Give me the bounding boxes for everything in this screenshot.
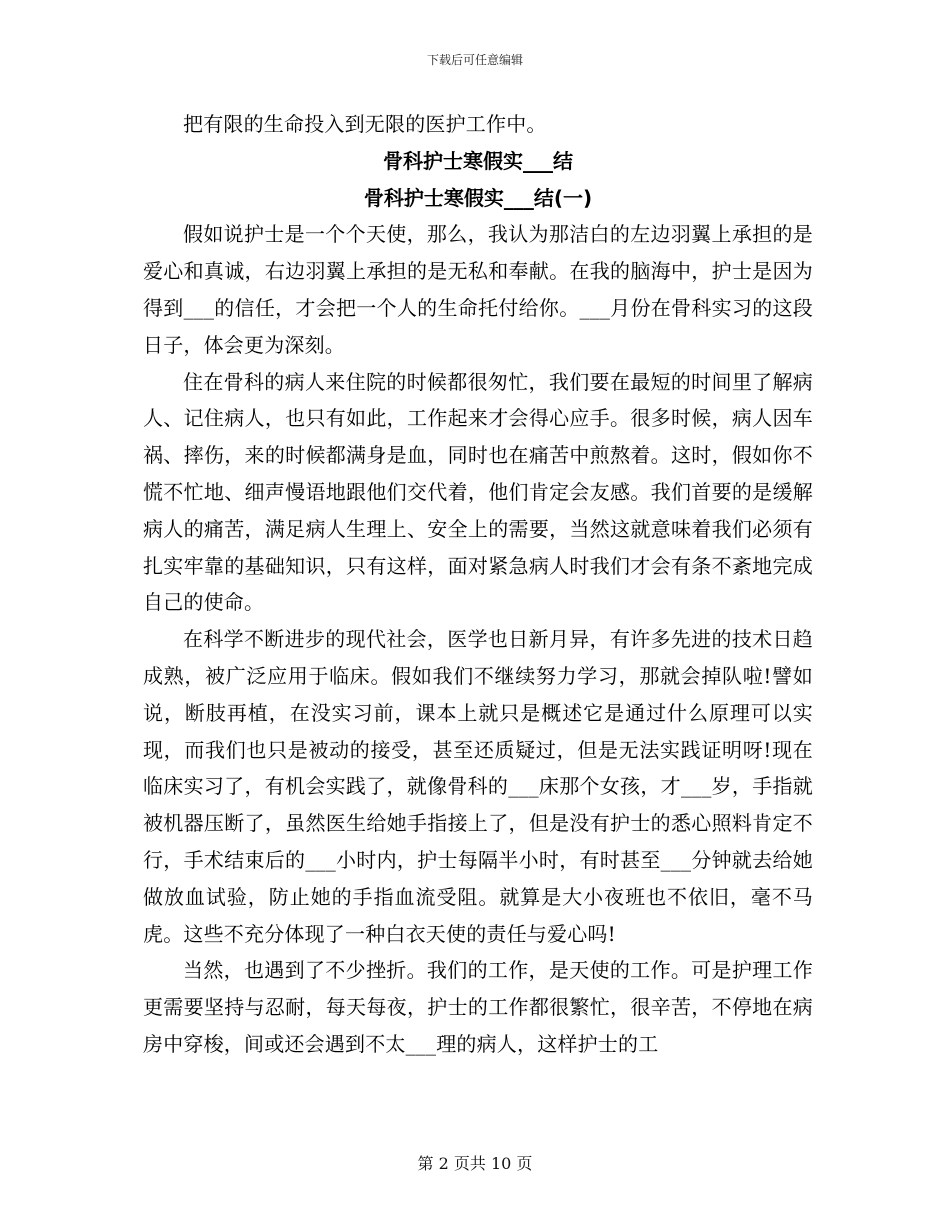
document-subtitle: 骨科护士寒假实___结(一) [363,185,593,210]
body-paragraph: 住在骨科的病人来住院的时候都很匆忙，我们要在最短的时间里了解病人、记住病人，也只有如此，工作起来才会得心应手。很多时候，病人因车祸、摔伤，来的时候都满身是血，同时也在痛苦中煎熬着。这时，假如你不慌不忙地、细声慢语地跟他们交代着，他们肯定会友感。我们首要的是缓解病人的痛苦，满足病人生理上、安全上的需要，当然这就意味着我们必须有扎实牢靠的基础知识，只有这样，面对紧急病人时我们才会有条不紊地完成自己的使命。 [143,369,813,615]
document-title: 骨科护士寒假实___结 [383,148,573,173]
page-header: 下载后可任意编辑 [426,53,523,67]
body-paragraph: 在科学不断进步的现代社会，医学也日新月异，有许多先进的技术日趋成熟，被广泛应用于临床。假如我们不继续努力学习，那就会掉队啦!譬如说，断肢再植，在没实习前，课本上就只是概述它是通过什么原理可以实现，而我们也只是被动的接受，甚至还质疑过，但是无法实践证明呀!现在临床实习了，有机会实践了，就像骨科的___床那个女孩，才___岁，手指就被机器压断了，虽然医生给她手指接上了，但是没有护士的悉心照料肯定不行，手术结束后的___小时内，护士每隔半小时，有时甚至___分钟就去给她做放血试验，防止她的手指血流受阻。就算是大小夜班也不依旧，毫不马虎。这些不充分体现了一种白衣天使的责任与爱心吗! [143,627,813,946]
document-body [143,106,813,1063]
intro-paragraph: 把有限的生命投入到无限的医护工作中。 [183,112,547,136]
body-paragraph: 当然，也遇到了不少挫折。我们的工作，是天使的工作。可是护理工作更需要坚持与忍耐，每天每夜，护士的工作都很繁忙，很辛苦，不停地在病房中穿梭，间或还会遇到不太___理的病人，这样护士的工 [143,958,813,1056]
body-paragraph: 假如说护士是一个个天使，那么，我认为那洁白的左边羽翼上承担的是爱心和真诚，右边羽翼上承担的是无私和奉献。在我的脑海中，护士是因为得到___的信任，才会把一个人的生命托付给你。___月份在骨科实习的这段日子，体会更为深刻。 [143,222,813,357]
page-number: 第 2 页共 10 页 [417,1154,533,1173]
